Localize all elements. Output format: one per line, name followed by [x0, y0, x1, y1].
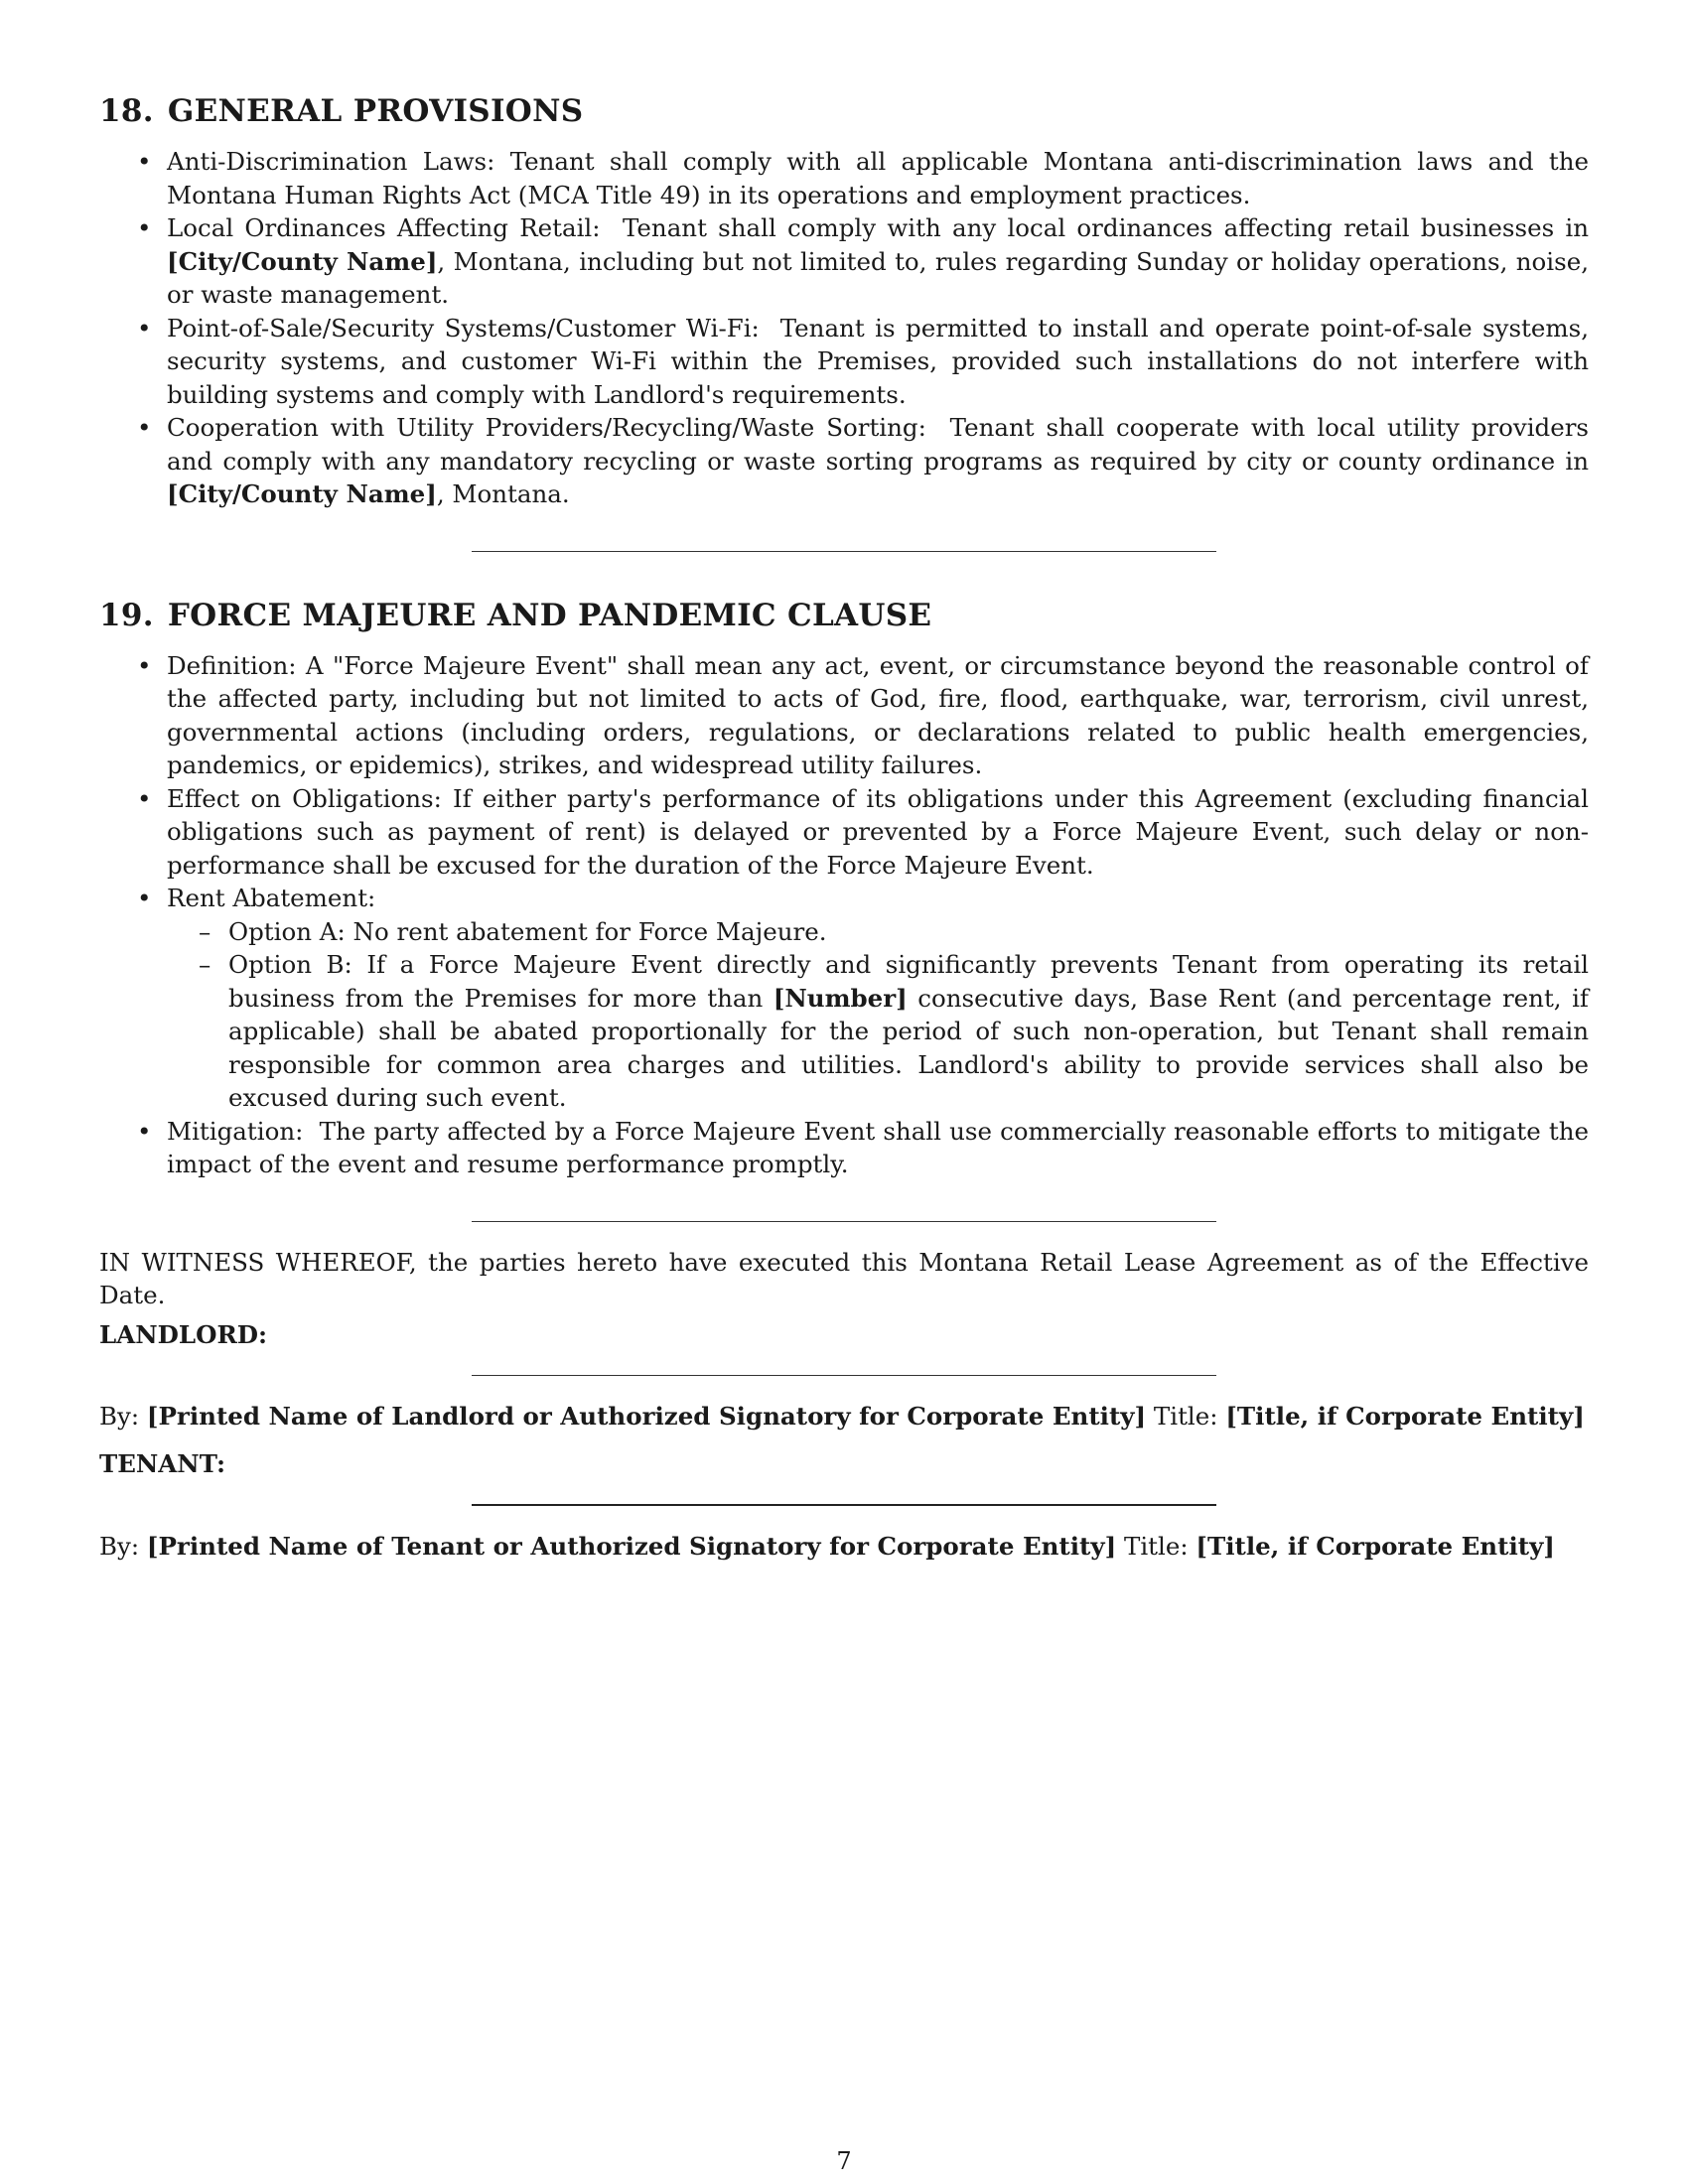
tenant-signature-block: [99, 1530, 1589, 1564]
list-item-rent-abatement: [167, 882, 1589, 1115]
tenant-signature-line: [472, 1504, 1216, 1506]
section-19-list: [99, 649, 1589, 1181]
list-item-effect-on-obligations: [167, 782, 1589, 883]
section-18-heading: [99, 91, 1589, 131]
section-18-list: [99, 145, 1589, 511]
item-text: A "Force Majeure Event" shall mean any act, event, or circumstance beyond the reasonable control of the affected party, including but not limited to acts of God, fire, flood, earthquake, war, terrorism, civil unrest, governmental actions (including orders, regulations, or declarations related to public health emergencies, pandemics, or epidemics), strikes, and widespread utility failures.: [167, 650, 1589, 779]
landlord-label: LANDLORD:: [99, 1319, 268, 1349]
item-text: consecutive days, Base Rent (and percentage rent, if applicable) shall be abated proportionally for the period of such non-operation, but Tenant shall remain responsible for common area charges and utilities. Landlord's ability to provide services shall also be excused during such event.: [228, 983, 1589, 1112]
list-item-anti-discrimination: [167, 145, 1589, 211]
section-19-number: 19.: [99, 597, 154, 633]
item-label: Local Ordinances Affecting Retail:: [167, 213, 601, 242]
title-label: Title:: [1153, 1402, 1218, 1431]
item-text: If either party's performance of its obligations under this Agreement (excluding financial obligations such as payment of rent) is delayed or prevented by a Force Majeure Event, such delay or non-performance shall be excused for the duration of the Force Majeure Event.: [167, 783, 1589, 880]
horizontal-rule: [472, 1221, 1216, 1222]
horizontal-rule: [472, 551, 1216, 552]
item-label: Rent Abatement:: [167, 884, 376, 912]
section-18-number: 18.: [99, 93, 154, 129]
document-page: [99, 91, 1589, 1564]
item-text: Option B: If a Force Majeure Event directly and significantly prevents Tenant from operating its retail business from the Premises for more than: [228, 950, 1589, 1013]
item-label: Anti-Discrimination Laws:: [167, 147, 495, 176]
item-label: Effect on Obligations:: [167, 783, 442, 813]
section-19-heading: [99, 596, 1589, 635]
item-label: Point-of-Sale/Security Systems/Customer Wi-Fi:: [167, 313, 760, 342]
landlord-printed-name: [Printed Name of Landlord or Authorized Signatory for Corporate Entity]: [146, 1402, 1147, 1431]
placeholder-city-county: [City/County Name]: [167, 479, 437, 508]
item-text: Tenant is permitted to install and operate point-of-sale systems, security systems, and customer Wi-Fi within the Premises, provided such installations do not interfere with building systems and comply with Landlord's requirements.: [167, 313, 1589, 409]
item-text: Tenant shall comply with all applicable Montana anti-discrimination laws and the Montana Human Rights Act (MCA Title 49) in its operations and employment practices.: [167, 147, 1589, 209]
section-18-title: GENERAL PROVISIONS: [167, 93, 584, 129]
landlord-signature-line: [472, 1375, 1216, 1376]
item-text: Tenant shall comply with any local ordinances affecting retail businesses in: [622, 213, 1589, 242]
tenant-label: TENANT:: [99, 1448, 226, 1478]
by-label: By:: [99, 1532, 140, 1561]
landlord-title: [Title, if Corporate Entity]: [1225, 1402, 1585, 1431]
section-19-title: FORCE MAJEURE AND PANDEMIC CLAUSE: [167, 597, 932, 633]
item-text: , Montana.: [436, 479, 570, 508]
item-label: Cooperation with Utility Providers/Recycling/Waste Sorting:: [167, 413, 926, 442]
item-text: Tenant shall cooperate with local utility providers and comply with any mandatory recycling or waste sorting programs as required by city or county ordinance in: [167, 413, 1589, 476]
list-item-pos-security-wifi: [167, 312, 1589, 412]
by-label: By:: [99, 1402, 140, 1431]
title-label: Title:: [1124, 1532, 1189, 1561]
rent-abatement-options: [167, 915, 1589, 1115]
placeholder-city-county: [City/County Name]: [167, 246, 438, 276]
item-text: , Montana, including but not limited to, rules regarding Sunday or holiday operations, noise, or waste management.: [167, 246, 1589, 309]
item-label: Definition:: [167, 650, 297, 680]
item-text: The party affected by a Force Majeure Event shall use commercially reasonable efforts to mitigate the impact of the event and resume performance promptly.: [167, 1116, 1589, 1178]
tenant-printed-name: [Printed Name of Tenant or Authorized Signatory for Corporate Entity]: [146, 1532, 1117, 1561]
list-item-definition: [167, 649, 1589, 782]
tenant-title: [Title, if Corporate Entity]: [1196, 1532, 1555, 1561]
item-label: Mitigation:: [167, 1116, 304, 1146]
placeholder-number: [Number]: [773, 983, 908, 1013]
list-item-mitigation: [167, 1115, 1589, 1181]
list-item-local-ordinances: [167, 211, 1589, 312]
option-a: – Option A: No rent abatement for Force Majeure.: [228, 915, 1589, 949]
list-item-utility-recycling: [167, 411, 1589, 511]
option-b: [228, 948, 1589, 1115]
witness-statement: IN WITNESS WHEREOF, the parties hereto have executed this Montana Retail Lease Agreement as of the Effective Date.: [99, 1247, 1589, 1309]
landlord-signature-block: [99, 1400, 1589, 1433]
page-number: 7: [836, 2147, 852, 2175]
